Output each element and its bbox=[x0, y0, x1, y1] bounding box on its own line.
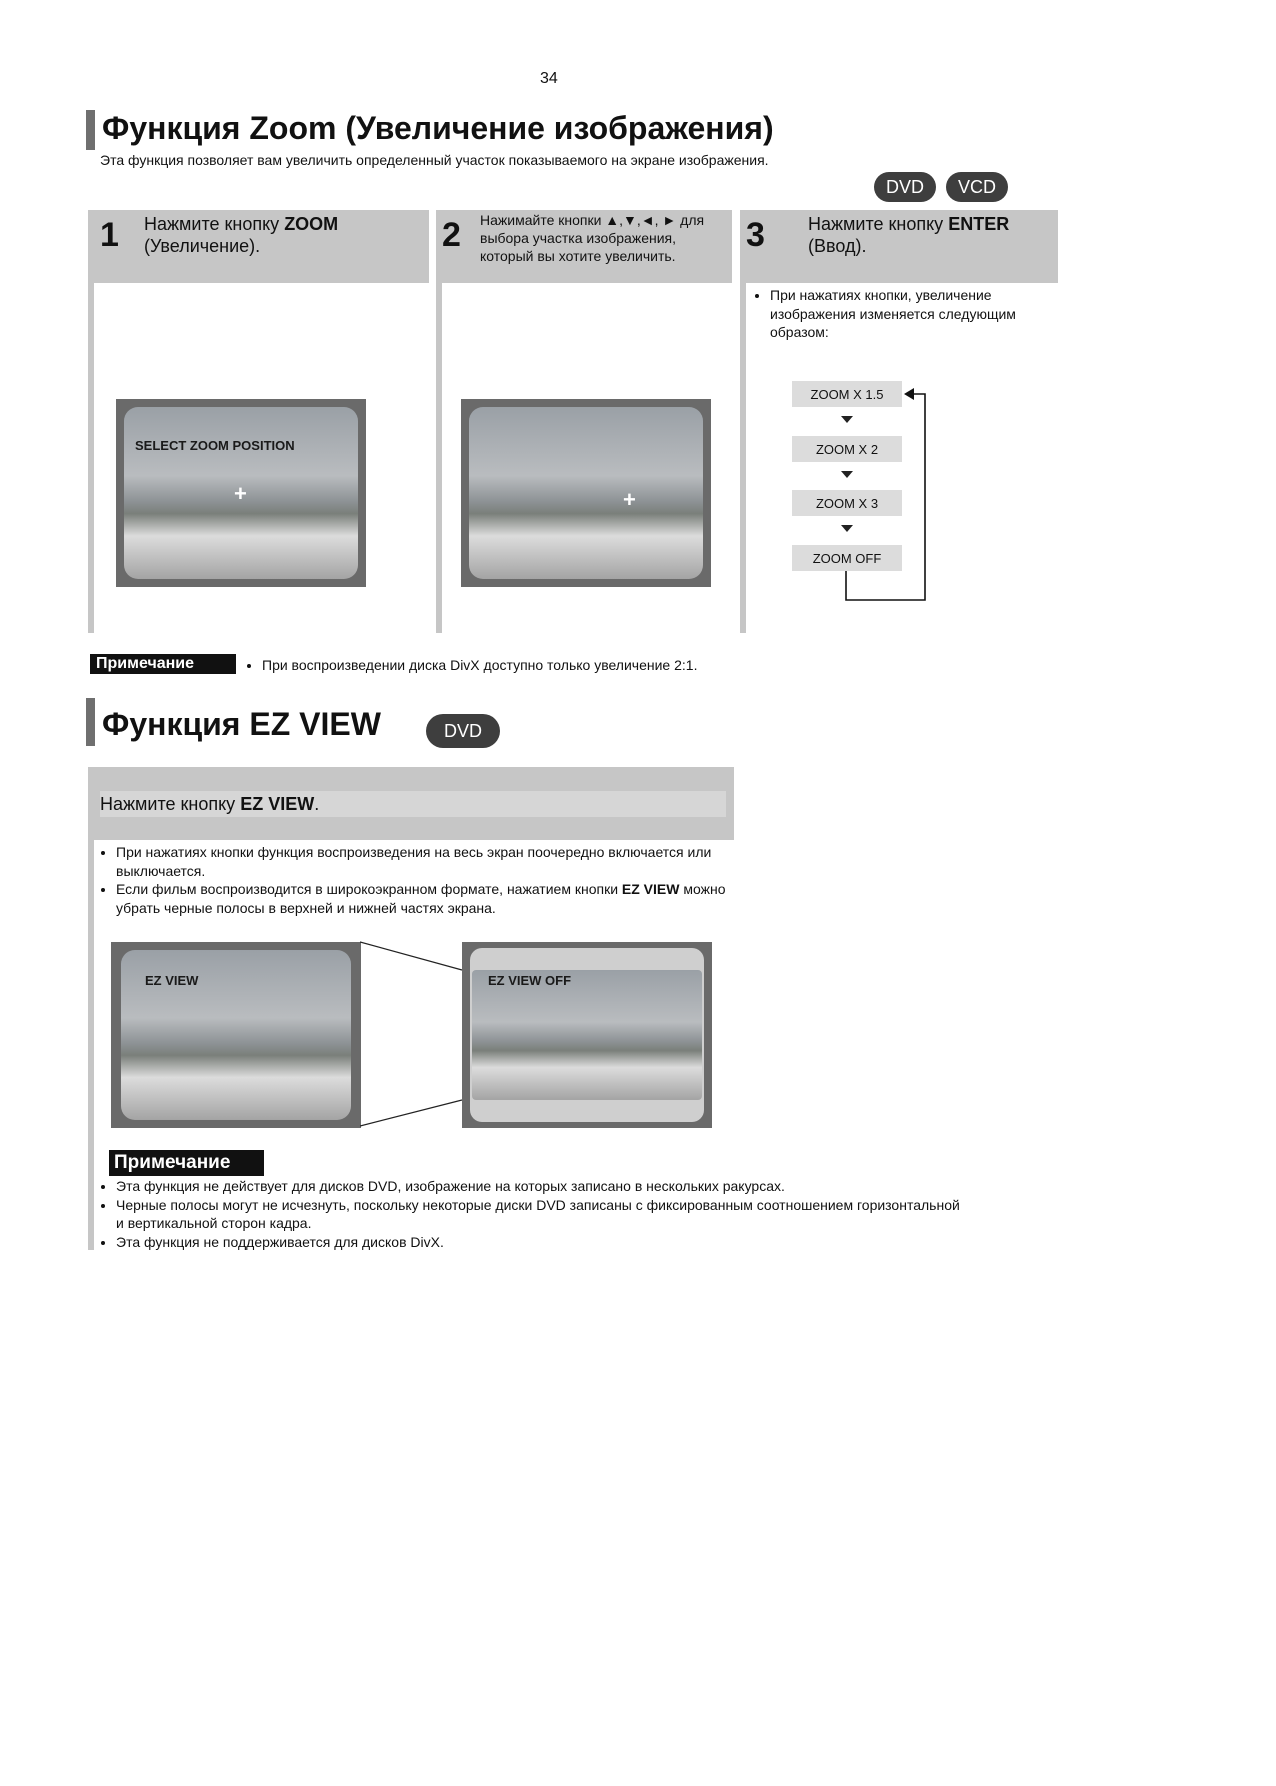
patio-image bbox=[472, 970, 702, 1100]
step-3-text: Нажмите кнопку ENTER (Ввод). bbox=[808, 214, 1010, 256]
step-2-screen bbox=[461, 399, 711, 587]
zoom-level-3: ZOOM X 3 bbox=[792, 490, 902, 516]
ezview-bullets bbox=[98, 843, 728, 917]
zoom-level-1: ZOOM X 1.5 bbox=[792, 381, 902, 407]
zoom-level-off: ZOOM OFF bbox=[792, 545, 902, 571]
section-title-ezview: Функция EZ VIEW bbox=[102, 706, 381, 742]
step-2-number: 2 bbox=[442, 216, 461, 254]
section-subtitle-zoom: Эта функция позволяет вам увеличить определенный участок показываемого на экране изображения. bbox=[100, 152, 769, 168]
ezview-note-3: • Эта функция не поддерживается для дисков DivX. bbox=[116, 1233, 968, 1252]
step-3-bullet: • При нажатиях кнопки, увеличение изображения изменяется следующим образом: bbox=[752, 286, 1052, 342]
note-text: • При воспроизведении диска DivX доступно только увеличение 2:1. bbox=[246, 656, 806, 675]
ezview-notes bbox=[98, 1177, 968, 1251]
connector-lines bbox=[360, 940, 464, 1130]
note-label: Примечание bbox=[90, 654, 236, 674]
step-1-number: 1 bbox=[100, 216, 119, 254]
heading-bar bbox=[86, 110, 95, 150]
step-1-text: Нажмите кнопку ZOOM (Увеличение). bbox=[144, 214, 339, 256]
page-number: 34 bbox=[540, 70, 558, 87]
ezview-osd-label: EZ VIEW bbox=[145, 973, 199, 988]
crosshair-icon: + bbox=[623, 487, 636, 512]
ezview-note-1: • Эта функция не действует для дисков DVD, изображение на которых записано в нескольких ракурсах. bbox=[116, 1177, 968, 1196]
badge-dvd: DVD bbox=[874, 172, 936, 202]
ezview-off-screen bbox=[462, 942, 712, 1128]
zoom-loop-arrow bbox=[840, 385, 935, 605]
step-2-text: Нажимайте кнопки ▲,▼,◄, ► для выбора участка изображения, который вы хотите увеличить. bbox=[480, 212, 705, 264]
ezview-instruction: Нажмите кнопку EZ VIEW. bbox=[100, 794, 320, 814]
column-1-bar bbox=[88, 283, 94, 633]
column-3-bar bbox=[740, 283, 746, 633]
section-title-zoom: Функция Zoom (Увеличение изображения) bbox=[102, 110, 774, 146]
ezview-off-osd-label: EZ VIEW OFF bbox=[488, 973, 572, 988]
heading-bar bbox=[86, 698, 95, 746]
zoom-level-2: ZOOM X 2 bbox=[792, 436, 902, 462]
step-1-screen bbox=[116, 399, 366, 587]
ezview-note-2: • Черные полосы могут не исчезнуть, поскольку некоторые диски DVD записаны с фиксированным соотношением горизонтальной и вертикальной сторон кадра. bbox=[116, 1196, 968, 1233]
step-3-box bbox=[740, 210, 1058, 283]
step-1-box bbox=[88, 210, 429, 283]
ezview-bullet-2: • Если фильм воспроизводится в широкоэкранном формате, нажатием кнопки EZ VIEW можно убрать черные полосы в верхней и нижней частях экрана. bbox=[116, 880, 728, 917]
column-2-bar bbox=[436, 283, 442, 633]
badge-vcd: VCD bbox=[946, 172, 1008, 202]
note-label: Примечание bbox=[109, 1150, 264, 1176]
patio-image bbox=[469, 407, 703, 579]
badge-dvd: DVD bbox=[426, 714, 500, 748]
ezview-on-screen bbox=[111, 942, 361, 1128]
step-2-box bbox=[436, 210, 732, 283]
section-2-bar bbox=[88, 840, 94, 1250]
ezview-instruction-box bbox=[88, 767, 734, 840]
zoom-osd-label: SELECT ZOOM POSITION bbox=[135, 438, 295, 453]
step-3-number: 3 bbox=[746, 216, 765, 254]
ezview-bullet-1: • При нажатиях кнопки функция воспроизведения на весь экран поочередно включается или выключается. bbox=[116, 843, 728, 880]
crosshair-icon: + bbox=[234, 481, 247, 506]
